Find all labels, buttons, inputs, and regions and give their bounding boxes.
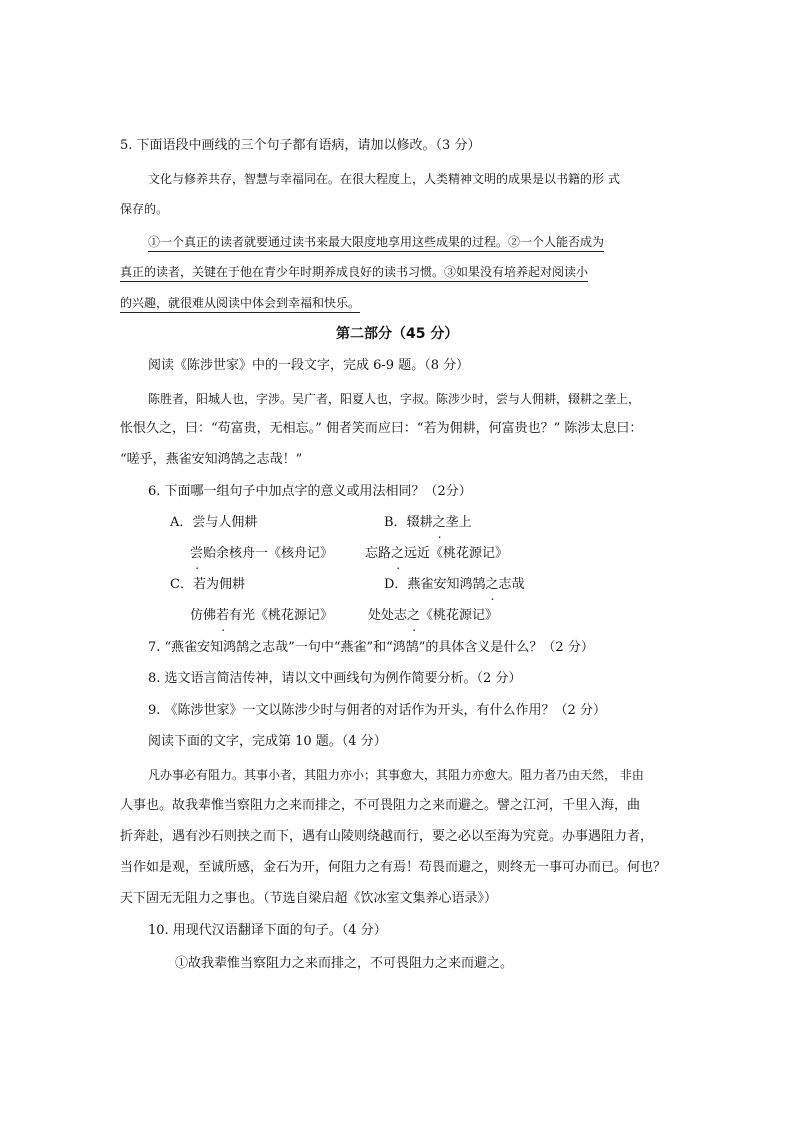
q5-prompt: 5. 下面语段中画线的三个句子都有语病，请加以修改。（3 分） <box>120 138 481 153</box>
option-text: 尝与人佣耕 <box>192 515 258 530</box>
reading2-text-line-3: 折奔赴，遇有沙石则挟之而下，遇有山陵则绕越而行，要之必以至海为究竟。办事遇阻力者， <box>120 829 654 844</box>
q6-option-c-compare <box>190 607 333 625</box>
reading2-intro: 阅读下面的文字，完成第 10 题。（4 分） <box>148 734 387 749</box>
q5-context-line-1: 文化与修养共存，智慧与幸福同在。在很大程度上，人类精神文明的成果是以书籍的形 式 <box>148 172 620 186</box>
option-label: D． <box>384 577 408 592</box>
q10-item-1: ①故我辈惟当察阻力之来而排之，不可畏阻力之来而避之。 <box>175 956 514 971</box>
option-text: 贻余核舟一《核舟记》 <box>203 546 334 561</box>
q6-option-c <box>170 576 245 594</box>
q5-context-line-2: 保存的。 <box>120 202 169 216</box>
q6-option-b-compare <box>365 545 508 563</box>
dotted-char: 之 <box>407 608 421 623</box>
option-text: 有光《桃花源记》 <box>229 608 334 623</box>
q6-option-d <box>384 576 524 594</box>
q6-prompt: 6. 下面哪一组句子中加点字的意义或用法相同？（2分） <box>148 484 472 499</box>
option-text: 《桃花源记》 <box>420 608 499 623</box>
reading2-text-line-1: 凡办事必有阻力。其事小者，其阻力亦小；其事愈大，其阻力亦愈大。阻力者乃由天然， 非由 <box>148 768 644 782</box>
q5-underlined-line-1 <box>148 233 604 251</box>
dotted-char: 之 <box>391 546 405 561</box>
reading1-text-line-3: “嗟乎，燕雀安知鸿鹄之志哉！” <box>120 452 303 467</box>
dotted-char: 之 <box>432 515 446 530</box>
underlined-sentence: 的兴趣，就很难从阅读中体会到幸福和快乐。 <box>120 296 360 313</box>
option-text: 远近《桃花源记》 <box>404 546 509 561</box>
option-label: A． <box>170 515 193 530</box>
reading2-text-line-5: 天下固无无阻力之事也。（节选自梁启超《饮冰室文集养心语录》） <box>120 891 498 906</box>
q6-option-b <box>384 514 472 532</box>
option-text: 燕雀安知鸿鹄 <box>407 577 486 592</box>
reading2-text-line-2: 人事也。故我辈惟当察阻力之来而排之，不可畏阻力之来而避之。譬之江河，千里入海，曲 <box>120 798 641 813</box>
q6-option-a <box>170 514 257 532</box>
option-text: 垄上 <box>445 515 472 530</box>
option-text: 志哉 <box>498 577 525 592</box>
q5-underlined-line-2 <box>120 263 588 281</box>
question-8: 8. 选文语言简洁传神，请以文中画线句为例作简要分析。（2 分） <box>148 671 522 686</box>
part-two-title: 第二部分（45 分） <box>336 326 459 342</box>
q5-underlined-line-3 <box>120 294 360 312</box>
option-text: 辍耕 <box>406 515 433 530</box>
reading2-text-line-4: 当作如是观，至诚所感，金石为开，何阻力之有焉！苟畏而避之，则终无一事可办而已。何也？ <box>120 860 667 875</box>
q10-prompt: 10. 用现代汉语翻译下面的句子。（4 分） <box>148 923 387 938</box>
reading1-text-line-1: 陈胜者，阳城人也，字涉。吴广者，阳夏人也，字叔。陈涉少时，尝与人佣耕，辍耕之垄上， <box>148 392 641 406</box>
option-text: 忘路 <box>365 546 392 561</box>
option-text: 处处志 <box>368 608 408 623</box>
option-text: 若为佣耕 <box>192 577 245 592</box>
dotted-char: 之 <box>485 577 499 592</box>
underlined-sentence: ①一个真正的读者就要通过读书来最大限度地享用这些成果的过程。②一个人能否成为 <box>148 235 604 252</box>
reading1-intro: 阅读《陈涉世家》中的一段文字，完成 6-9 题。（8 分） <box>148 358 470 373</box>
underlined-sentence: 真正的读者，关键在于他在青少年时期养成良好的读书习惯。③如果没有培养起对阅读小 <box>120 265 588 282</box>
dotted-char: 若 <box>216 608 230 623</box>
option-label: C． <box>170 577 193 592</box>
dotted-char: 尝 <box>190 546 204 561</box>
q6-option-d-compare <box>368 607 498 625</box>
option-text: 仿佛 <box>190 608 217 623</box>
option-label: B． <box>384 515 407 530</box>
question-9: 9. 《陈涉世家》一文以陈涉少时与佣者的对话作为开头，有什么作用？（2 分） <box>148 703 606 718</box>
question-7: 7. “燕雀安知鸿鹄之志哉”一句中“燕雀”和“鸿鹄”的具体含义是什么？（2 分） <box>148 640 594 655</box>
reading1-text-line-2: 怅恨久之，曰：“苟富贵，无相忘。” 佣者笑而应曰：“若为佣耕，何富贵也？” 陈涉太息曰： <box>120 421 643 436</box>
q6-option-a-compare <box>190 545 333 563</box>
